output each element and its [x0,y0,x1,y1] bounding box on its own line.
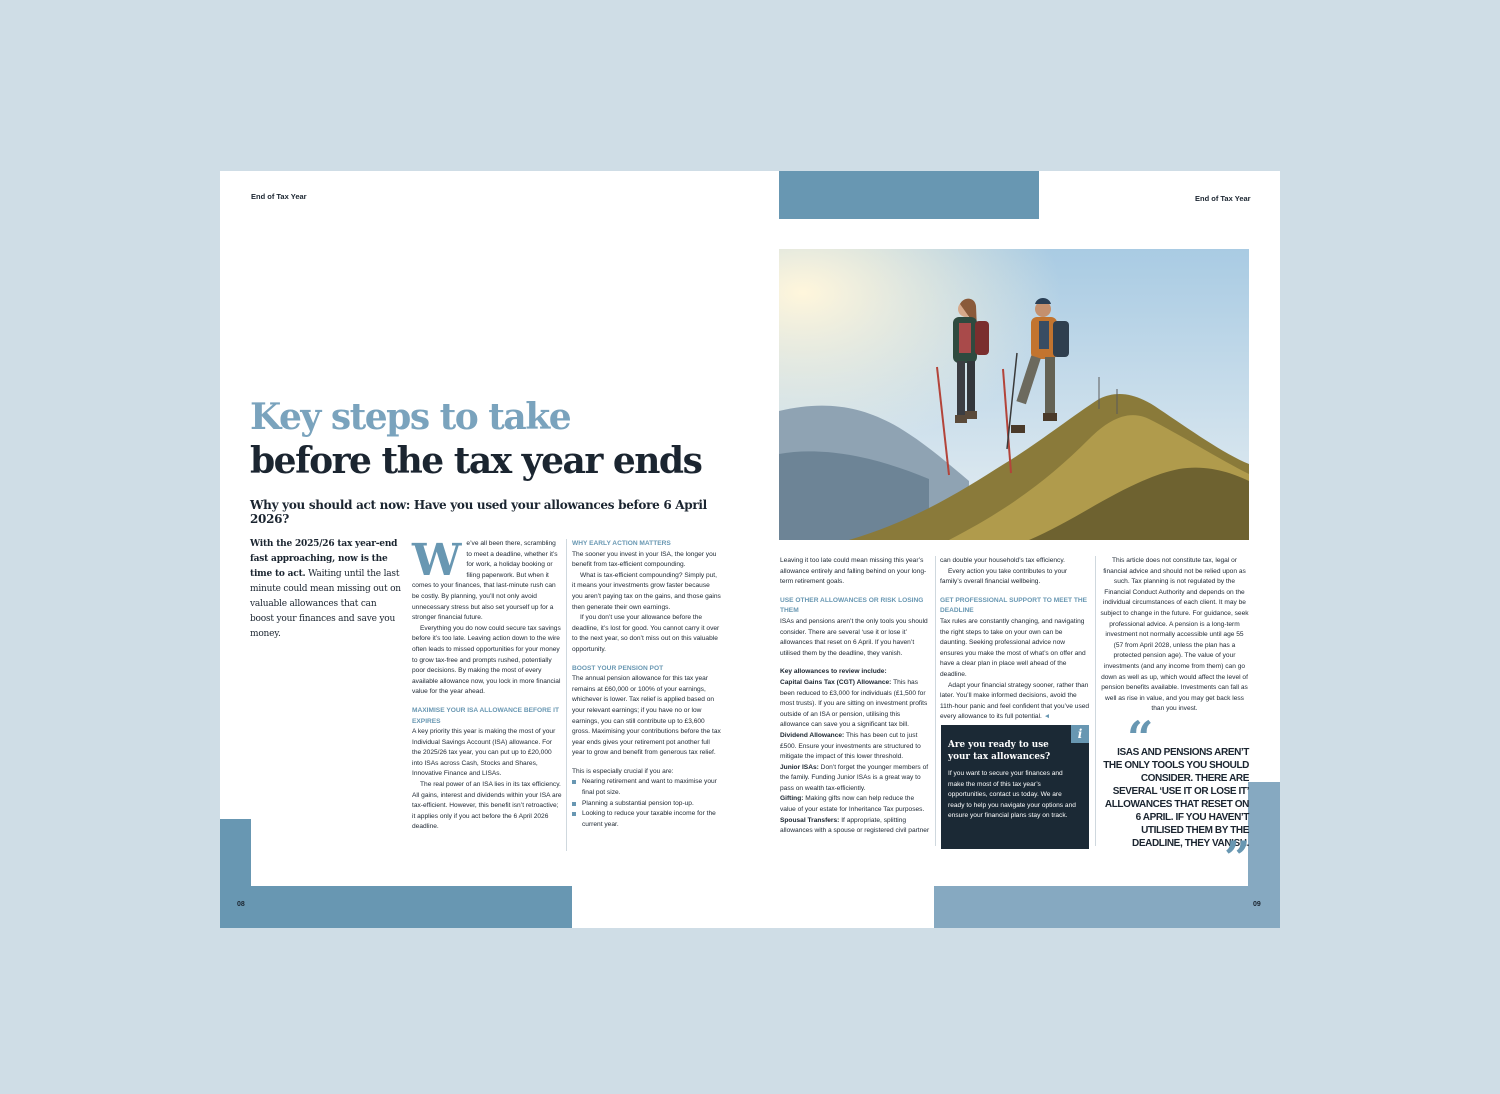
end-mark-icon: ◄ [1043,713,1051,721]
quote-open-icon: “ [1127,711,1154,765]
col3-heading-other-allowances: USE OTHER ALLOWANCES OR RISK LOSING THEM [780,596,924,615]
info-box-title: Are you ready to use your tax allowances? [948,740,1051,762]
column-3 [780,556,930,837]
running-head-left: End of Tax Year [251,192,307,201]
col2-heading-early-action: WHY EARLY ACTION MATTERS [572,540,671,547]
intro-paragraph [250,537,402,642]
intro-bold: With the 2025/26 tax year-end fast approaching, now is the time to act. [250,539,398,579]
standfirst: Why you should act now: Have you used your allowances before 6 April 2026? [250,498,707,526]
col3-paragraph-3: Key allowances to review include: [780,668,887,676]
hikers-photo [779,249,1249,540]
col1-paragraph-4: The real power of an ISA lies in its tax efficiency. All gains, interest and dividends within your ISA are tax-efficient. However, this benefit isn’t retroactive; it applies only if you act before the 6 April 2026 deadline. [412,781,562,831]
drop-cap: W [412,535,462,586]
pull-quote: ISAS AND PENSIONS AREN’T THE ONLY TOOLS YOU SHOULD CONSIDER. THERE ARE SEVERAL ‘USE IT OR LOSE IT’ ALLOWANCES THAT RESET ON 6 APRIL. IF YOU HAVEN’T UTILISED THEM BY THE DEADLINE, THEY VANISH. [1103,747,1249,849]
corner-block-bottom-left [220,819,251,928]
column-4 [940,556,1090,723]
col2-paragraph-3: If you don’t use your allowance before the deadline, it’s lost for good. You cannot carry it over to the next year, so don’t miss out on this valuable opportunity. [572,614,720,653]
article-title [250,395,701,483]
header-bar-right [779,171,1039,219]
quote-close-icon: ” [1224,831,1251,885]
info-box [941,725,1089,849]
running-head-right: End of Tax Year [1195,194,1251,203]
col1-paragraph-3: A key priority this year is making the most of your Individual Savings Account (ISA) allowance. For the 2025/26 tax year, you can put up to £20,000 into ISAs across Cash, Stocks and Shares, Innovative Finance and LISAs. [412,728,556,778]
footer-bar-right [934,886,1248,928]
col2-bullet-list [572,777,722,830]
page-number-right: 09 [1253,901,1261,908]
col3-paragraph-2: ISAs and pensions aren’t the only tools you should consider. There are several ‘use it or lose it’ allowances that reset on 6 April. If you haven’t utilised them by the deadline, they vanish. [780,617,928,657]
col2-paragraph-2: What is tax-efficient compounding? Simply put, it means your investments grow faster because you aren’t paying tax on the gains, and those gains then generate their own earnings. [572,571,721,611]
col1-paragraph-1: We’ve all been there, scrambling to meet a deadline, whether it’s for work, a holiday booking or filing paperwork. But when it comes to your finances, that last-minute rush can be costly. By planning, you’ll not only avoid unnecessary stress but also set yourself up for a stronger financial future. [412,535,558,622]
col1-paragraph-2: Everything you do now could secure tax savings before it’s too late. Leaving action down to the wire often leads to missed opportunities for your money to grow tax-free and prompts rushed, potentially poor decisions. By making the most of every available allowance now, you lock in more financial value for the year ahead. [412,624,561,696]
info-box-body: If you want to secure your finances and make the most of this tax year’s opportunities, contact us today. We are ready to help you navigate your options and ensure your financial plans stay on track. [948,770,1076,820]
col4-paragraph-1: can double your household’s tax efficiency. [940,557,1065,564]
column-1 [412,535,562,833]
column-rule-3 [1095,556,1096,846]
intro-rest: Waiting until the last minute could mean missing out on valuable allowances that can boost your finances and save you money. [250,569,401,639]
list-item: Planning a substantial pension top-up. [572,799,722,810]
col3-paragraph-1: Leaving it too late could mean missing this year’s allowance entirely and falling behind on your long-term retirement goals. [780,557,927,586]
footer-bar-left [251,886,572,928]
column-rule-2 [935,556,936,846]
page-number-left: 08 [237,901,245,908]
list-item: Nearing retirement and want to maximise your final pot size. [572,777,722,798]
disclaimer-text: This article does not constitute tax, legal or financial advice and should not be relied upon as such. Tax planning is not regulated by the Financial Conduct Authority and depends on the individual circumstances of each client. It may be subject to change in the future. For guidance, seek professional advice. A pension is a long-term investment not normally accessible until age 55 (57 from April 2028, unless the plan has a protected pension age). The value of your investments (and any income from them) can go down as well as up, which would affect the level of pension benefits available. Investments can fall as well as rise in value, and you may get back less than you invest. [1100,557,1249,713]
col1-heading-isa: MAXIMISE YOUR ISA ALLOWANCE BEFORE IT EXPIRES [412,706,560,725]
disclaimer [1100,556,1249,715]
col4-paragraph-3: Tax rules are constantly changing, and navigating the right steps to take on your own can be daunting. Seeking professional advice now ensures you make the most of what’s on offer and have a clear plan in place well ahead of the deadline. [940,617,1086,678]
info-icon: i [1071,725,1089,743]
title-line-2: before the tax year ends [250,440,702,482]
hikers-illustration [779,249,1249,540]
column-2 [572,539,722,830]
column-rule-1 [566,539,567,851]
col4-paragraph-2: Every action you take contributes to your family’s overall financial wellbeing. [940,567,1068,586]
col2-paragraph-4: The annual pension allowance for this tax year remains at £60,000 or 100% of your earnings, whichever is lower. Tax relief is applied based on your relevant earnings; if you have no or low earnings, you can still contribute up to £3,600 gross. Maximising your contributions before the tax year ends gives your retirement pot another full year to grow and benefit from generous tax relief. [572,675,721,757]
list-item: Looking to reduce your taxable income for the current year. [572,809,722,830]
col2-paragraph-5: This is especially crucial if you are: [572,767,674,775]
list-item: Gifting: Making gifts now can help reduce the value of your estate for Inheritance Tax purposes. [780,795,925,814]
list-item: Junior ISAs: Don’t forget the younger members of the family. Funding Junior ISAs is a great way to pass on wealth tax-efficiently. [780,763,929,792]
list-item: Dividend Allowance: This has been cut to just £500. Ensure your investments are structured to mitigate the impact of this lower threshold. [780,731,921,761]
list-item: Spousal Transfers: If appropriate, splitting allowances with a spouse or registered civil partner [780,816,930,835]
col2-heading-pension: BOOST YOUR PENSION POT [572,664,664,672]
title-line-1: Key steps to take [250,396,571,438]
page-right [750,171,1280,928]
list-item: Capital Gains Tax (CGT) Allowance: This has been reduced to £3,000 for individuals (£1,500 for most trusts). If you are sitting on investment profits outside of an ISA or pension, utilising this allowance can save you a significant tax bill. [780,678,928,729]
col2-paragraph-1: The sooner you invest in your ISA, the longer you benefit from tax-efficient compounding. [572,550,717,569]
col4-heading-professional-support: GET PROFESSIONAL SUPPORT TO MEET THE DEADLINE [940,596,1088,615]
page-left [220,171,750,928]
col4-paragraph-4: Adapt your financial strategy sooner, rather than later. You’ll make informed decisions, avoid the 11th-hour panic and feel confident that you’ve used every allowance to its full potential. ◄ [940,681,1090,721]
